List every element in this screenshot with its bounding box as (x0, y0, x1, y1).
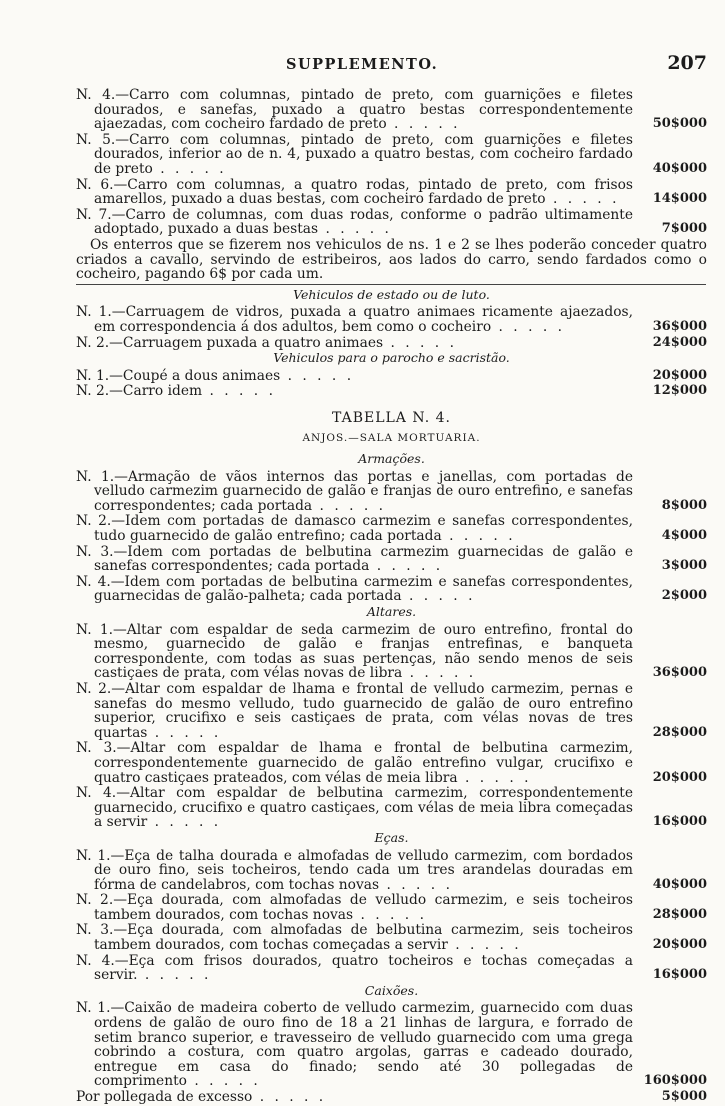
dot-leader: . . . . . (447, 937, 522, 954)
dot-leader: . . . . . (383, 334, 457, 351)
entry-text: N. 1.—Coupé a dous animaes . . . . . (76, 367, 355, 384)
price-entry (76, 514, 707, 543)
entry-text: N. 6.—Carro com columnas, a quatro rodas, pintado de preto, com frisos amarellos, puxado a duas bestas, com cocheiro fardado de preto . . . . . (76, 176, 633, 208)
dot-leader: . . . . . (186, 1073, 261, 1090)
entry-text: N. 1.—Caixão de madeira coberto de velludo carmezim, guarnecido com duas ordens de galão de ouro fino de 18 a 21 linhas de largura, e forrado de setim branco superior, e travesseiro de velludo guarnecido com uma grega cobrindo a costura, com quatro argolas, garras e cadeado dourado, entregue em casa do finado; sendo até 30 pollegadas de comprimento . . . . . (76, 1000, 633, 1090)
entry-amount: 4$000 (661, 528, 707, 544)
entry-text: Por pollegada de excesso . . . . . (76, 1089, 327, 1105)
price-entry (76, 849, 707, 893)
dot-leader: . . . . . (379, 876, 453, 893)
entry-text: N. 4.—Carro com columnas, pintado de preto, com guarnições e filetes dourados, e sanefas, puxado a quatro bestas correspondentemente ajaezadas, com cocheiro fardado de preto . . . . . (76, 87, 633, 133)
subhead-altares: Altares. (366, 604, 417, 619)
dot-leader: . . . . . (152, 160, 227, 177)
dot-leader: . . . . . (147, 724, 222, 741)
dot-leader: . . . . . (280, 367, 355, 384)
entry-text: N. 3.—Altar com espaldar de lhama e frontal de belbutina carmezim, correspondentemente guarnecido de galão entrefino vulgar, crucifixo e quatro castiçaes prateados, com vélas de meia libra . . . . . (76, 740, 633, 786)
entry-text: N. 3.—Idem com portadas de belbutina carmezim guarnecidas de galão e sanefas correspondentes; cada portada . . . . . (76, 543, 633, 575)
dot-leader: . . . . . (318, 221, 392, 238)
entry-text: N. 5.—Carro com columnas, pintado de preto, com guarnições e filetes dourados, inferior ao de n. 4, puxado a quatro bestas, com cocheiro fardado de preto . . . . . (76, 131, 633, 177)
entries-part1 (76, 88, 707, 237)
entry-text: N. 2.—Carruagem puxada a quatro animaes . . . . . (76, 334, 457, 351)
price-entry (76, 1090, 707, 1105)
note-paragraph: Os enterros que se fizerem nos vehiculos de ns. 1 e 2 se lhes poderão conceder quatro criados a cavallo, servindo de estribeiros, aos lados do carro, sendo fardados como o cocheiro, pagando 6$ por cada um. (76, 236, 707, 283)
entry-amount: 16$000 (652, 814, 707, 830)
entry-amount: 5$000 (661, 1089, 707, 1104)
dot-leader: . . . . . (312, 497, 387, 514)
entry-text: N. 2.—Idem com portadas de damasco carmezim e sanefas correspondentes, tudo guarnecido de galão entrefino; cada portada . . . . . (76, 513, 633, 545)
entry-amount: 14$000 (652, 191, 707, 207)
price-entry (76, 470, 707, 514)
price-entry (76, 208, 707, 237)
price-entry (76, 893, 707, 922)
dot-leader: . . . . . (457, 769, 532, 786)
price-entry (76, 133, 707, 177)
dot-leader: . . . . . (386, 116, 461, 133)
page-number: 207 (667, 52, 707, 74)
entry-amount: 20$000 (652, 937, 707, 953)
price-entry (76, 623, 707, 681)
subhead-luto: Vehiculos de estado ou de luto. (293, 286, 490, 302)
entry-text: N. 4.—Eça com frisos dourados, quatro tocheiros e tochas começadas a servir. . . . . . (76, 952, 633, 984)
entry-text: N. 3.—Eça dourada, com almofadas de belbutina carmezim, seis tocheiros tambem dourados, com tochas começadas a servir . . . . . (76, 922, 633, 954)
subhead-parocho: Vehiculos para o parocho e sacristão. (273, 350, 510, 366)
price-entry (76, 88, 707, 132)
entry-amount: 28$000 (652, 724, 707, 740)
entry-amount: 12$000 (652, 383, 707, 399)
price-entry (76, 545, 707, 574)
divider (76, 284, 706, 285)
section-title: ANJOS.—SALA MORTUARIA. (302, 432, 481, 445)
entry-amount: 16$000 (652, 967, 707, 983)
entry-amount: 24$000 (652, 334, 707, 350)
price-entry (76, 954, 707, 983)
dot-leader: . . . . . (252, 1089, 327, 1105)
price-entry (76, 336, 707, 351)
dot-leader: . . . . . (491, 318, 565, 335)
page-body (76, 88, 707, 1106)
table-title: TABELLA N. 4. (332, 409, 451, 426)
price-entry (76, 369, 707, 384)
entries-altares (76, 623, 707, 830)
price-entry (76, 923, 707, 952)
subhead-armacoes: Armações. (358, 451, 425, 467)
price-entry (76, 786, 707, 830)
entry-amount: 40$000 (652, 876, 707, 892)
entry-text: N. 2.—Altar com espaldar de lhama e frontal de velludo carmezim, pernas e sanefas do mesmo velludo, tudo guarnecido de galão de ouro entrefino superior, crucifixo e seis castiçaes de prata, com vélas novas de tres quartas . . . . . (76, 680, 633, 741)
price-entry (76, 178, 707, 207)
running-title: SUPPLEMENTO. (286, 56, 439, 73)
entry-amount: 7$000 (661, 221, 707, 237)
entry-amount: 3$000 (661, 558, 707, 574)
price-entry (76, 682, 707, 740)
price-entry (76, 1001, 707, 1089)
entries-luto (76, 305, 707, 350)
price-entry (76, 384, 707, 399)
entries-armacoes (76, 470, 707, 604)
dot-leader: . . . . . (545, 191, 620, 208)
entry-amount: 28$000 (652, 906, 707, 922)
running-head (0, 52, 725, 78)
subhead-caixoes: Caixões. (364, 982, 419, 998)
dot-leader: . . . . . (402, 665, 477, 682)
price-entry (76, 575, 707, 604)
entry-text: N. 1.—Armação de vãos internos das portas e janellas, com portadas de velludo carmezim guarnecido de galão e franjas de ouro entrefino, e sanefas correspondentes; cada portada . . . . . (76, 468, 633, 514)
entry-amount: 2$000 (661, 588, 707, 604)
entry-text: N. 4.—Idem com portadas de belbutina carmezim e sanefas correspondentes, guarnecidas de galão-palheta; cada portada . . . . . (76, 573, 633, 605)
entry-text: N. 1.—Carruagem de vidros, puxada a quatro animaes ricamente ajaezados, em correspondencia á dos adultos, bem como o cocheiro . . . . . (76, 304, 633, 335)
entries-parocho (76, 369, 707, 399)
entry-text: N. 1.—Altar com espaldar de seda carmezim de ouro entrefino, frontal do mesmo, guarnecido de galão e franjas entrefinas, e banqueta correspondente, com todas as suas pertenças, não sendo menos de seis castiçaes de prata, com vélas novas de libra . . . . . (76, 621, 633, 682)
subhead-ecas: Eças. (374, 829, 409, 845)
dot-leader: . . . . . (353, 906, 427, 923)
entry-text: N. 2.—Eça dourada, com almofadas de velludo carmezim, e seis tocheiros tambem dourados, com tochas novas . . . . . (76, 892, 633, 923)
dot-leader: . . . . . (369, 558, 444, 575)
entry-amount: 8$000 (661, 497, 707, 513)
entry-amount: 160$000 (643, 1073, 707, 1089)
entry-amount: 36$000 (652, 318, 707, 334)
entry-amount: 20$000 (652, 769, 707, 785)
entry-amount: 50$000 (652, 116, 707, 132)
dot-leader: . . . . . (202, 383, 276, 400)
price-entry (76, 741, 707, 785)
entry-amount: 20$000 (652, 367, 707, 383)
entry-text: N. 2.—Carro idem . . . . . (76, 383, 276, 400)
dot-leader: . . . . . (137, 967, 212, 984)
dot-leader: . . . . . (441, 528, 516, 545)
entry-text: N. 7.—Carro de columnas, com duas rodas, conforme o padrão ultimamente adoptado, puxado a duas bestas . . . . . (76, 206, 633, 238)
dot-leader: . . . . . (401, 588, 476, 605)
entries-caixoes (76, 1001, 707, 1104)
entry-amount: 36$000 (652, 665, 707, 681)
price-entry (76, 305, 707, 334)
entry-amount: 40$000 (652, 160, 707, 176)
entry-text: N. 1.—Eça de talha dourada e almofadas de velludo carmezim, com bordados de ouro fino, seis tocheiros, tendo cada um tres arandelas douradas em fórma de candelabros, com tochas novas . . . . . (76, 847, 633, 893)
entries-ecas (76, 849, 707, 983)
dot-leader: . . . . . (147, 814, 222, 831)
entry-text: N. 4.—Altar com espaldar de belbutina carmezim, correspondentemente guarnecido, crucifixo e quatro castiçaes, com vélas de meia libra começadas a servir . . . . . (76, 785, 633, 831)
